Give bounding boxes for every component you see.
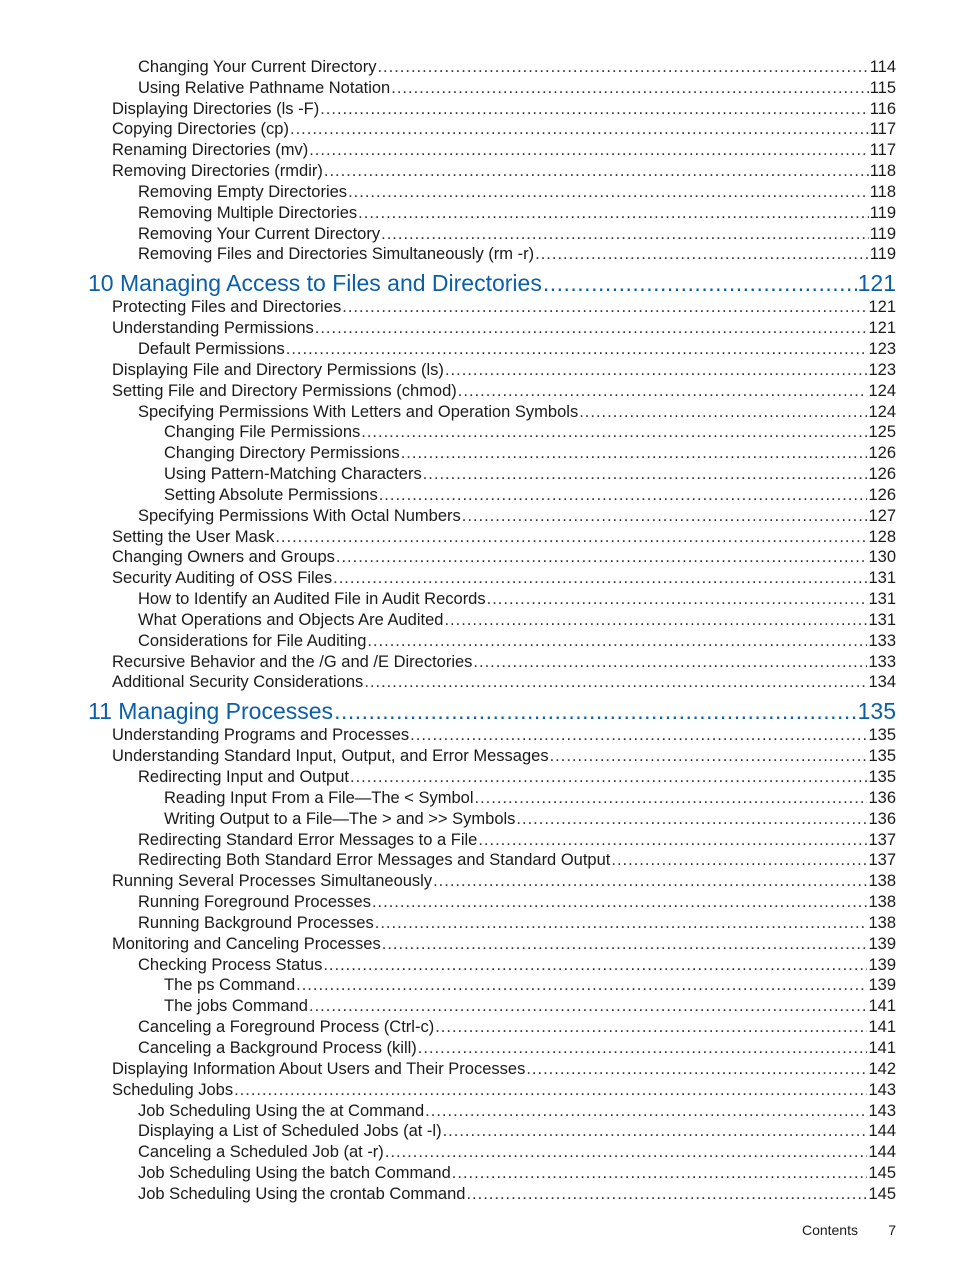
dot-leader: [611, 850, 867, 870]
toc-entry[interactable]: [0, 766, 954, 787]
toc-entry-page: 123: [868, 339, 896, 358]
toc-entry-title: Changing Your Current Directory: [138, 57, 377, 76]
toc-entry[interactable]: [0, 484, 954, 505]
dot-leader: [375, 913, 868, 933]
dot-leader: [401, 443, 868, 463]
dot-leader: [377, 57, 868, 77]
toc-entry[interactable]: [0, 870, 954, 891]
toc-entry-title: Running Foreground Processes: [138, 893, 371, 912]
toc-entry[interactable]: [0, 787, 954, 808]
toc-entry-page: 116: [869, 99, 896, 118]
dot-leader: [323, 955, 867, 975]
toc-entry-title: 11 Managing Processes: [88, 698, 334, 725]
toc-entry-page: 145: [868, 1164, 896, 1183]
toc-entry-page: 118: [869, 162, 896, 181]
toc-entry-title: Setting the User Mask: [112, 527, 275, 546]
toc-entry[interactable]: [0, 463, 954, 484]
toc-entry-page: 135: [868, 747, 896, 766]
toc-entry-page: 141: [868, 1018, 896, 1037]
dot-leader: [487, 589, 868, 609]
dot-leader: [410, 725, 867, 745]
toc-chapter-entry[interactable]: [0, 264, 954, 296]
toc-chapter-entry[interactable]: [0, 692, 954, 724]
dot-leader: [391, 78, 868, 98]
toc-entry-page: 143: [868, 1101, 896, 1120]
toc-entry-title: Setting File and Directory Permissions (chmod): [112, 381, 457, 400]
toc-entry[interactable]: [0, 609, 954, 630]
toc-entry-title: Scheduling Jobs: [112, 1080, 234, 1099]
toc-entry-page: 115: [869, 78, 896, 97]
dot-leader: [516, 809, 867, 829]
toc-entry[interactable]: [0, 808, 954, 829]
toc-entry-page: 117: [869, 141, 896, 160]
dot-leader: [324, 161, 869, 181]
toc-entry[interactable]: [0, 202, 954, 223]
toc-entry-title: Changing Owners and Groups: [112, 548, 335, 567]
dot-leader: [462, 506, 868, 526]
toc-entry-title: Job Scheduling Using the at Command: [138, 1101, 425, 1120]
toc-entry-title: Redirecting Input and Output: [138, 768, 349, 786]
toc-entry-page: 126: [868, 485, 896, 504]
toc-entry[interactable]: [0, 181, 954, 202]
toc-entry[interactable]: [0, 630, 954, 651]
toc-entry-page: 135: [857, 698, 896, 725]
dot-leader: [234, 1080, 867, 1100]
toc-entry-page: 119: [869, 224, 896, 243]
toc-entry-title: Security Auditing of OSS Files: [112, 569, 333, 588]
toc-entry-page: 145: [868, 1184, 896, 1203]
toc-entry-title: Redirecting Both Standard Error Messages and Standard Output: [138, 851, 611, 870]
toc-entry[interactable]: [0, 77, 954, 98]
toc-entry-title: Displaying a List of Scheduled Jobs (at -l): [138, 1122, 442, 1141]
toc-entry-page: 139: [868, 934, 896, 953]
toc-entry-title: Monitoring and Canceling Processes: [112, 934, 381, 953]
toc-entry-title: Canceling a Foreground Process (Ctrl-c): [138, 1018, 435, 1037]
toc-entry-title: Considerations for File Auditing: [138, 631, 367, 650]
toc-entry[interactable]: [0, 422, 954, 443]
toc-entry[interactable]: [0, 850, 954, 871]
dot-leader: [452, 1163, 868, 1183]
dot-leader: [443, 1121, 868, 1141]
toc-entry-page: 127: [868, 506, 896, 525]
toc-entry[interactable]: [0, 724, 954, 745]
toc-entry-page: 136: [868, 788, 896, 807]
dot-leader: [379, 485, 868, 505]
toc-entry-page: 136: [868, 809, 896, 828]
toc-entry[interactable]: [0, 912, 954, 933]
toc-entry[interactable]: [0, 1058, 954, 1079]
toc-entry-page: 123: [868, 360, 896, 379]
toc-entry[interactable]: [0, 1162, 954, 1183]
dot-leader: [458, 381, 868, 401]
toc-entry-page: 143: [868, 1080, 896, 1099]
toc-entry[interactable]: [0, 933, 954, 954]
toc-entry[interactable]: [0, 1016, 954, 1037]
toc-entry[interactable]: [0, 98, 954, 119]
dot-leader: [466, 1184, 867, 1204]
toc-entry-title: Changing File Permissions: [164, 423, 361, 442]
toc-entry[interactable]: [0, 296, 954, 317]
toc-entry[interactable]: [0, 359, 954, 380]
toc-entry-page: 141: [868, 997, 896, 1016]
dot-leader: [579, 402, 867, 422]
toc-entry-page: 128: [868, 527, 896, 546]
toc-entry[interactable]: [0, 567, 954, 588]
toc-entry-title: Removing Multiple Directories: [138, 203, 358, 222]
toc-entry-title: Specifying Permissions With Octal Numbers: [138, 506, 461, 525]
dot-leader: [381, 224, 869, 244]
toc-entry-title: Additional Security Considerations: [112, 673, 364, 692]
toc-entry-title: The ps Command: [164, 976, 296, 995]
dot-leader: [286, 339, 868, 359]
toc-entry-page: 139: [868, 955, 896, 974]
toc-entry-page: 124: [868, 381, 896, 400]
toc-entry[interactable]: [0, 119, 954, 140]
dot-leader: [320, 99, 868, 119]
toc-entry-page: 114: [869, 57, 896, 76]
dot-leader: [358, 203, 869, 223]
toc-entry-page: 133: [868, 631, 896, 650]
dot-leader: [550, 746, 868, 766]
toc-entry-title: The jobs Command: [164, 997, 308, 1016]
toc-entry-title: Understanding Programs and Processes: [112, 726, 410, 745]
toc-entry-title: Job Scheduling Using the crontab Command: [138, 1184, 466, 1203]
toc-entry-page: 139: [868, 976, 896, 995]
dot-leader: [475, 788, 868, 808]
dot-leader: [309, 140, 868, 160]
toc-entry-title: Removing Directories (rmdir): [112, 162, 323, 181]
toc-entry-title: Reading Input From a File—The < Symbol: [164, 788, 474, 807]
toc-entry-page: 119: [869, 203, 896, 222]
toc-entry-page: 125: [868, 423, 896, 442]
dot-leader: [423, 464, 868, 484]
dot-leader: [418, 1038, 868, 1058]
toc-entry-title: Protecting Files and Directories: [112, 298, 342, 317]
dot-leader: [526, 1059, 867, 1079]
toc-entry[interactable]: [0, 56, 954, 77]
toc-entry[interactable]: [0, 1121, 954, 1142]
toc-entry[interactable]: [0, 672, 954, 693]
toc-entry-title: Displaying Information About Users and Their Processes: [112, 1059, 526, 1078]
toc-entry[interactable]: [0, 505, 954, 526]
toc-entry-title: Canceling a Background Process (kill): [138, 1038, 417, 1057]
toc-entry-page: 117: [869, 120, 896, 139]
toc-entry-page: 126: [868, 444, 896, 463]
dot-leader: [425, 1101, 867, 1121]
toc-entry-title: Displaying Directories (ls -F): [112, 99, 320, 118]
dot-leader: [350, 767, 867, 787]
toc-entry[interactable]: [0, 891, 954, 912]
toc-entry-page: 118: [869, 182, 896, 201]
toc-entry-title: What Operations and Objects Are Audited: [138, 610, 444, 629]
dot-leader: [334, 698, 857, 724]
toc-entry[interactable]: [0, 651, 954, 672]
footer-label: Contents: [801, 1222, 858, 1238]
dot-leader: [478, 830, 867, 850]
toc-entry[interactable]: [0, 829, 954, 850]
toc-entry-title: Job Scheduling Using the batch Command: [138, 1164, 451, 1183]
dot-leader: [348, 182, 869, 202]
dot-leader: [275, 527, 867, 547]
toc-entry[interactable]: [0, 1100, 954, 1121]
dot-leader: [364, 672, 867, 692]
toc-entry[interactable]: [0, 380, 954, 401]
toc-entry-title: Copying Directories (cp): [112, 120, 289, 139]
toc-entry-page: 144: [868, 1143, 896, 1162]
dot-leader: [342, 297, 867, 317]
toc-entry-title: Removing Your Current Directory: [138, 224, 381, 243]
dot-leader: [296, 975, 867, 995]
dot-leader: [361, 422, 867, 442]
toc-entry[interactable]: [0, 954, 954, 975]
toc-entry-title: Using Relative Pathname Notation: [138, 78, 391, 97]
table-of-contents: [0, 56, 954, 1204]
toc-entry-title: Displaying File and Directory Permissions (ls): [112, 360, 444, 379]
dot-leader: [543, 270, 857, 296]
toc-entry-page: 126: [868, 465, 896, 484]
toc-entry[interactable]: [0, 526, 954, 547]
toc-entry-title: Setting Absolute Permissions: [164, 485, 378, 504]
toc-entry[interactable]: [0, 442, 954, 463]
dot-leader: [290, 119, 869, 139]
toc-entry-page: 119: [869, 245, 896, 264]
dot-leader: [385, 1142, 868, 1162]
toc-entry-title: Running Background Processes: [138, 913, 374, 932]
toc-entry[interactable]: [0, 1183, 954, 1204]
dot-leader: [372, 892, 868, 912]
toc-entry[interactable]: [0, 317, 954, 338]
toc-entry[interactable]: [0, 401, 954, 422]
toc-entry-title: Removing Empty Directories: [138, 182, 348, 201]
toc-entry[interactable]: [0, 995, 954, 1016]
toc-entry-title: Changing Directory Permissions: [164, 444, 400, 463]
toc-entry-title: Checking Process Status: [138, 955, 323, 974]
toc-entry-page: 135: [868, 768, 896, 786]
toc-entry-page: 121: [868, 319, 896, 338]
toc-entry-page: 144: [868, 1122, 896, 1141]
dot-leader: [433, 871, 867, 891]
toc-entry[interactable]: [0, 588, 954, 609]
toc-entry-page: 121: [868, 298, 896, 317]
toc-entry-title: Removing Files and Directories Simultaneously (rm -r): [138, 245, 535, 264]
toc-entry-title: Redirecting Standard Error Messages to a File: [138, 830, 478, 849]
toc-entry[interactable]: [0, 1079, 954, 1100]
toc-entry-page: 135: [868, 726, 896, 745]
toc-entry-page: 141: [868, 1038, 896, 1057]
toc-entry-title: 10 Managing Access to Files and Directories: [88, 270, 542, 297]
toc-entry[interactable]: [0, 975, 954, 996]
dot-leader: [444, 610, 867, 630]
toc-entry[interactable]: [0, 338, 954, 359]
toc-entry[interactable]: [0, 244, 954, 265]
toc-entry-title: Canceling a Scheduled Job (at -r): [138, 1143, 384, 1162]
toc-entry-page: 138: [868, 893, 896, 912]
toc-entry-page: 131: [868, 610, 896, 629]
toc-entry-page: 124: [868, 402, 896, 421]
dot-leader: [435, 1017, 867, 1037]
dot-leader: [473, 652, 867, 672]
dot-leader: [382, 934, 868, 954]
toc-entry-page: 134: [868, 673, 896, 692]
toc-entry-title: Using Pattern-Matching Characters: [164, 465, 422, 484]
dot-leader: [445, 360, 868, 380]
toc-entry[interactable]: [0, 745, 954, 766]
toc-entry-title: How to Identify an Audited File in Audit Records: [138, 590, 486, 609]
toc-entry-title: Specifying Permissions With Letters and Operation Symbols: [138, 402, 579, 421]
toc-entry-page: 137: [868, 830, 896, 849]
toc-entry-page: 142: [868, 1059, 896, 1078]
dot-leader: [367, 631, 867, 651]
toc-entry-page: 138: [868, 913, 896, 932]
toc-entry-title: Default Permissions: [138, 339, 285, 358]
toc-entry-title: Running Several Processes Simultaneously: [112, 872, 433, 891]
toc-entry-page: 131: [868, 590, 896, 609]
page-number: 7: [888, 1222, 896, 1238]
toc-entry-title: Understanding Standard Input, Output, and Error Messages: [112, 747, 549, 766]
toc-entry-page: 121: [857, 270, 896, 297]
dot-leader: [535, 244, 869, 264]
toc-entry-page: 138: [868, 872, 896, 891]
toc-entry-page: 131: [868, 569, 896, 588]
toc-entry[interactable]: [0, 1141, 954, 1162]
toc-entry-title: Writing Output to a File—The > and >> Symbols: [164, 809, 516, 828]
toc-entry-page: 133: [868, 652, 896, 671]
toc-entry-title: Renaming Directories (mv): [112, 141, 309, 160]
toc-entry[interactable]: [0, 223, 954, 244]
page-footer: [0, 1222, 954, 1242]
toc-entry[interactable]: [0, 1037, 954, 1058]
dot-leader: [333, 568, 867, 588]
toc-entry[interactable]: [0, 139, 954, 160]
toc-entry-title: Recursive Behavior and the /G and /E Directories: [112, 652, 473, 671]
toc-entry-page: 137: [868, 851, 896, 870]
toc-entry[interactable]: [0, 160, 954, 181]
toc-entry-title: Understanding Permissions: [112, 319, 314, 338]
dot-leader: [315, 318, 868, 338]
toc-entry[interactable]: [0, 547, 954, 568]
toc-entry-page: 130: [868, 548, 896, 567]
dot-leader: [309, 996, 867, 1016]
dot-leader: [336, 547, 868, 567]
